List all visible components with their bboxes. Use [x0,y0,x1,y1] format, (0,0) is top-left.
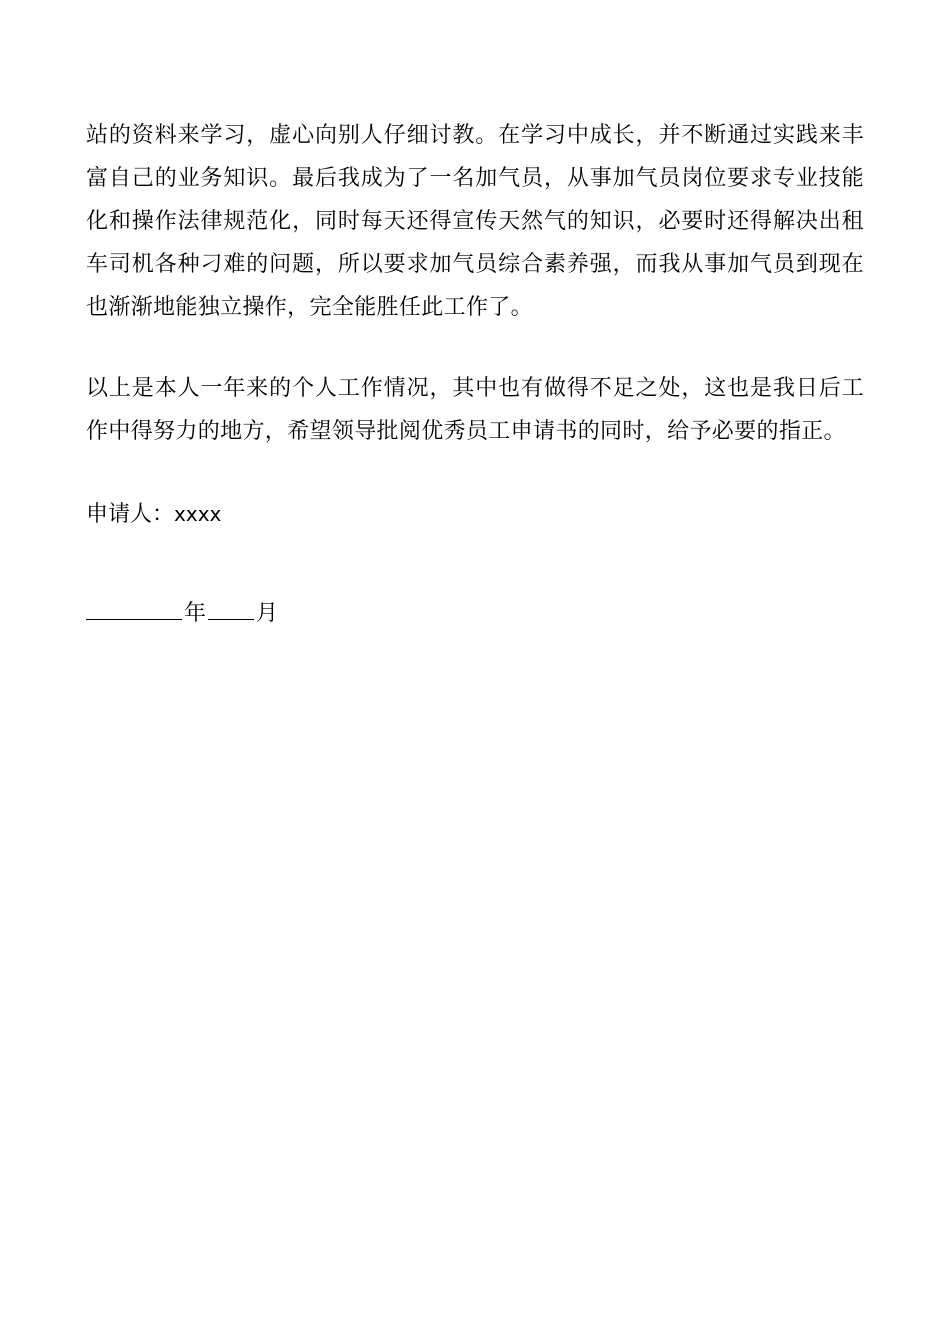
year-blank [86,597,182,620]
document-body [86,114,864,635]
year-label: 年 [184,601,207,626]
date-line [86,592,864,635]
applicant-line [86,493,864,536]
paragraph-work-experience: 站的资料来学习，虚心向别人仔细讨教。在学习中成长，并不断通过实践来丰富自己的业务知识。最后我成为了一名加气员，从事加气员岗位要求专业技能化和操作法律规范化，同时每天还得宣传天然气的知识，必要时还得解决出租车司机各种刁难的问题，所以要求加气员综合素养强，而我从事加气员到现在也渐渐地能独立操作，完全能胜任此工作了。 [86,123,864,320]
month-blank [208,597,254,620]
applicant-label: 申请人： [86,502,175,527]
month-label: 月 [256,601,279,626]
applicant-name: xxxx [174,502,222,526]
paragraph-summary: 以上是本人一年来的个人工作情况，其中也有做得不足之处，这也是我日后工作中得努力的地方，希望领导批阅优秀员工申请书的同时，给予必要的指正。 [86,376,864,444]
